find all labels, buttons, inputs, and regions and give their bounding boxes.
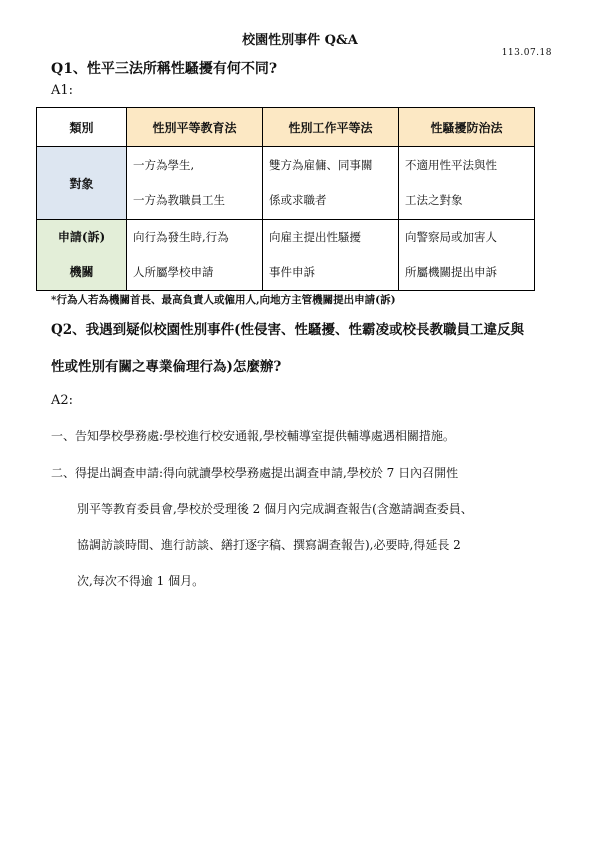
table-header-prevention-act: 性騷擾防治法	[399, 108, 535, 147]
cell-line: 所屬機關提出申訴	[405, 265, 497, 279]
comparison-table	[36, 107, 535, 291]
cell-line: 一方為教職員工生	[133, 193, 225, 207]
answer-item-2-line: 別平等教育委員會,學校於受理後 2 個月內完成調查報告(含邀請調查委員、	[77, 502, 473, 516]
table-cell	[399, 220, 535, 291]
answer-1-label: A1:	[51, 83, 74, 98]
table-row	[37, 147, 535, 220]
table-header-category: 類別	[37, 108, 127, 147]
table-cell	[263, 220, 399, 291]
cell-line: 不適用性平法與性	[405, 158, 497, 172]
table-header-education-act: 性別平等教育法	[127, 108, 263, 147]
cell-line: 向行為發生時,行為	[133, 230, 229, 244]
cell-line: 向警察局或加害人	[405, 230, 497, 244]
table-header-employment-act: 性別工作平等法	[263, 108, 399, 147]
answer-item-2-line: 二、得提出調查申請:得向就讀學校學務處提出調查申請,學校於 7 日內召開性	[51, 466, 459, 480]
document-date: 113.07.18	[501, 48, 552, 58]
table-cell	[399, 147, 535, 220]
cell-line: 係或求職者	[269, 193, 327, 207]
question-1: Q1、性平三法所稱性騷擾有何不同?	[51, 61, 278, 77]
cell-line: 一方為學生,	[133, 158, 195, 172]
cell-line: 向雇主提出性騷擾	[269, 230, 361, 244]
row-label-line: 機關	[69, 265, 94, 279]
table-cell	[127, 147, 263, 220]
table-header-row	[37, 108, 535, 147]
table-row	[37, 220, 535, 291]
question-2-line-2: 性或性別有關之專業倫理行為)怎麼辦?	[51, 359, 282, 375]
table-cell	[263, 147, 399, 220]
table-cell	[127, 220, 263, 291]
cell-line: 人所屬學校申請	[133, 265, 214, 279]
answer-2-label: A2:	[51, 393, 74, 408]
answer-item-1: 一、告知學校學務處:學校進行校安通報,學校輔導室提供輔導處遇相關措施。	[51, 429, 455, 443]
row-label-target: 對象	[37, 147, 127, 220]
cell-line: 雙方為雇傭、同事關	[269, 158, 373, 172]
question-2-line-1: Q2、我遇到疑似校園性別事件(性侵害、性騷擾、性霸凌或校長教職員工違反與	[51, 322, 525, 338]
cell-line: 工法之對象	[405, 193, 463, 207]
document-title: 校園性別事件 Q&A	[242, 33, 358, 48]
cell-line: 事件申訴	[269, 265, 315, 279]
row-label-authority	[37, 220, 127, 291]
table-footnote: *行為人若為機關首長、最高負責人或僱用人,向地方主管機關提出申請(訴)	[51, 294, 396, 306]
answer-item-2-line: 協調訪談時間、進行訪談、繕打逐字稿、撰寫調查報告),必要時,得延長 2	[77, 538, 461, 552]
answer-item-2	[51, 455, 571, 599]
answer-item-2-line: 次,每次不得逾 1 個月。	[77, 574, 205, 588]
row-label-line: 申請(訴)	[57, 230, 106, 244]
